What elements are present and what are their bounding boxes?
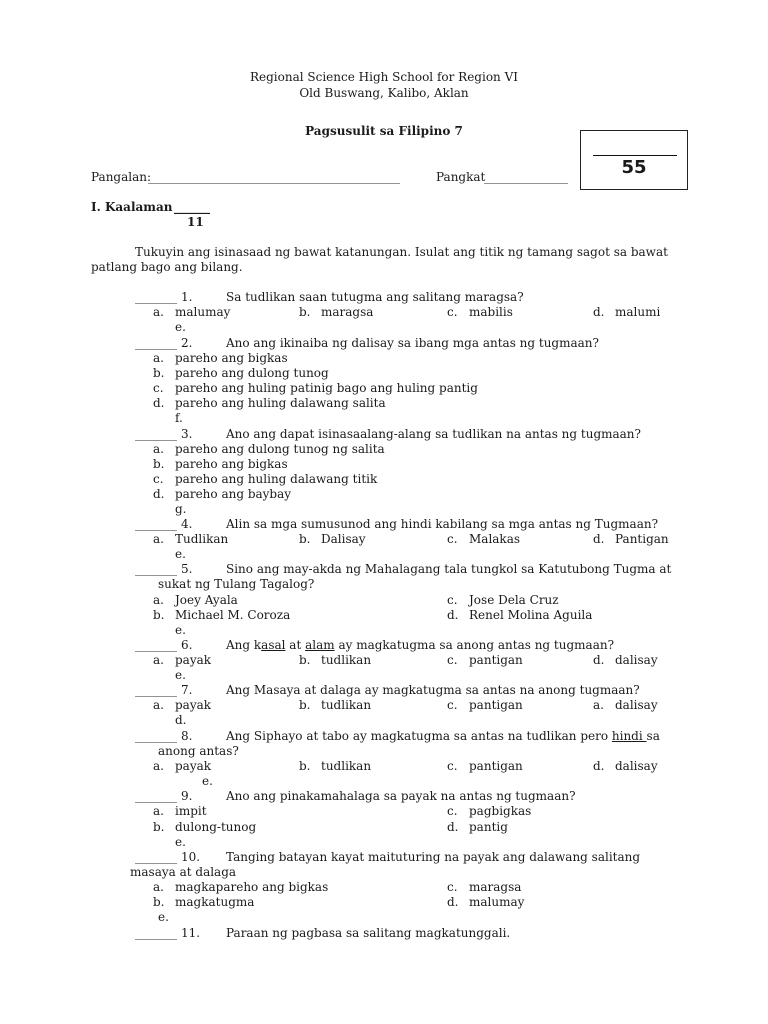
question-number: 2. xyxy=(181,336,193,350)
stray-letter: e. xyxy=(175,547,186,561)
section-label: Pangkat xyxy=(436,170,486,184)
choice-text: pareho ang dulong tunog ng salita xyxy=(175,442,385,456)
choice-letter: c. xyxy=(447,532,458,546)
score-total: 55 xyxy=(621,157,647,178)
choice-letter: b. xyxy=(299,759,311,773)
question-number: 10. xyxy=(181,850,201,864)
answer-blank: _______ xyxy=(135,729,177,743)
question-number: 6. xyxy=(181,638,193,652)
choice-letter: b. xyxy=(153,820,165,834)
underlined-word: asal xyxy=(261,638,286,652)
underlined-word: hindi xyxy=(611,729,647,743)
stray-letter: e. xyxy=(202,774,213,788)
choice-text: pantigan xyxy=(469,759,523,773)
question-number: 1. xyxy=(181,290,193,304)
choice-text: dalisay xyxy=(615,653,658,667)
choice-text: pantig xyxy=(469,820,508,834)
choice-letter: a. xyxy=(153,804,164,818)
choice-text: dalisay xyxy=(615,759,658,773)
section-blank: ______________ xyxy=(484,170,568,184)
choice-letter: c. xyxy=(447,880,458,894)
choice-letter: d. xyxy=(447,895,459,909)
choice-letter: a. xyxy=(153,880,164,894)
question-text-part: sa xyxy=(646,729,660,743)
answer-blank: _______ xyxy=(135,336,177,350)
choice-letter: d. xyxy=(593,759,605,773)
school-name: Regional Science High School for Region VI xyxy=(249,70,518,84)
choice-letter: c. xyxy=(447,759,458,773)
choice-letter: b. xyxy=(299,698,311,712)
question-text-part: Ang Siphayo at tabo ay magkatugma sa antas na tudlikan pero xyxy=(226,729,612,743)
answer-blank: _______ xyxy=(135,427,177,441)
answer-blank: _______ xyxy=(135,789,177,803)
question-text: Ano ang dapat isinasaalang-alang sa tudlikan na antas ng tugmaan? xyxy=(226,427,641,441)
choice-text: tudlikan xyxy=(321,698,372,712)
choice-text: Malakas xyxy=(469,532,521,546)
choice-letter: d. xyxy=(153,396,165,410)
choice-letter: a. xyxy=(153,532,164,546)
stray-letter: f. xyxy=(175,411,183,425)
question-number: 3. xyxy=(181,427,193,441)
underlined-word: alam xyxy=(305,638,335,652)
question-text xyxy=(226,638,614,652)
choice-text: Pantigan xyxy=(615,532,669,546)
choice-text: maragsa xyxy=(469,880,522,894)
choice-text: pareho ang huling dalawang salita xyxy=(175,396,386,410)
answer-blank: _______ xyxy=(135,290,177,304)
choice-letter: a. xyxy=(153,351,164,365)
question-number: 9. xyxy=(181,789,193,803)
choice-letter: c. xyxy=(447,593,458,607)
choice-letter: d. xyxy=(593,305,605,319)
choice-letter: a. xyxy=(153,759,164,773)
choice-text: Joey Ayala xyxy=(175,593,238,607)
choice-text: pagbigkas xyxy=(469,804,532,818)
choice-letter: a. xyxy=(153,442,164,456)
school-address: Old Buswang, Kalibo, Aklan xyxy=(299,86,469,100)
question-text: Sino ang may-akda ng Mahalagang tala tungkol sa Katutubong Tugma at xyxy=(226,562,672,576)
choice-text: Michael M. Coroza xyxy=(175,608,291,622)
question-text: Ano ang pinakamahalaga sa payak na antas ng tugmaan? xyxy=(226,789,576,803)
name-label: Pangalan: xyxy=(91,170,152,184)
choice-letter: a. xyxy=(153,593,164,607)
choice-letter: d. xyxy=(153,487,165,501)
choice-text: pantigan xyxy=(469,698,523,712)
stray-letter: e. xyxy=(175,835,186,849)
stray-letter: e. xyxy=(158,910,169,924)
choice-text: payak xyxy=(175,698,212,712)
choice-letter: c. xyxy=(153,472,164,486)
question-text: Sa tudlikan saan tutugma ang salitang maragsa? xyxy=(226,290,524,304)
score-box xyxy=(580,130,688,190)
choice-letter: c. xyxy=(447,653,458,667)
question-text-part: at xyxy=(285,638,306,652)
question-text-part: Ang k xyxy=(226,638,262,652)
choice-letter: c. xyxy=(153,381,164,395)
question-text: Ang Masaya at dalaga ay magkatugma sa antas na anong tugmaan? xyxy=(226,683,640,697)
choice-text: Renel Molina Aguila xyxy=(469,608,593,622)
instructions-line1: Tukuyin ang isinasaad ng bawat katanungan. Isulat ang titik ng tamang sagot sa bawat xyxy=(135,245,668,259)
choice-text: dalisay xyxy=(615,698,658,712)
choice-letter: c. xyxy=(447,698,458,712)
choice-text: pareho ang baybay xyxy=(175,487,292,501)
instructions-line2: patlang bago ang bilang. xyxy=(91,260,243,274)
choice-text: payak xyxy=(175,759,212,773)
choice-text: mabilis xyxy=(469,305,513,319)
question-text-cont: anong antas? xyxy=(158,744,239,758)
question-text: Ano ang ikinaiba ng dalisay sa ibang mga antas ng tugmaan? xyxy=(226,336,599,350)
stray-letter: g. xyxy=(175,502,187,516)
question-number: 4. xyxy=(181,517,193,531)
choice-letter: c. xyxy=(447,305,458,319)
choice-text: impit xyxy=(175,804,207,818)
question-text-cont: masaya at dalaga xyxy=(130,865,237,879)
choice-text: magkatugma xyxy=(175,895,255,909)
choice-text: pareho ang huling patinig bago ang huling pantig xyxy=(175,381,478,395)
choice-letter: a. xyxy=(153,698,164,712)
answer-blank: _______ xyxy=(135,850,177,864)
choice-letter: b. xyxy=(153,895,165,909)
choice-letter: d. xyxy=(593,532,605,546)
choice-text: malumi xyxy=(615,305,661,319)
choice-text: magkapareho ang bigkas xyxy=(175,880,329,894)
part1-heading-blank: ______ xyxy=(174,200,210,214)
choice-text: dulong-tunog xyxy=(175,820,257,834)
answer-blank: _______ xyxy=(135,638,177,652)
question-number: 5. xyxy=(181,562,193,576)
choice-text: Dalisay xyxy=(321,532,366,546)
stray-letter: d. xyxy=(175,713,187,727)
stray-letter: e. xyxy=(175,320,186,334)
choice-text: payak xyxy=(175,653,212,667)
choice-text: pareho ang dulong tunog xyxy=(175,366,329,380)
choice-letter: d. xyxy=(593,653,605,667)
choice-text: pareho ang bigkas xyxy=(175,457,288,471)
question-number: 8. xyxy=(181,729,193,743)
choice-text: tudlikan xyxy=(321,653,372,667)
choice-letter: b. xyxy=(299,532,311,546)
stray-letter: e. xyxy=(175,668,186,682)
question-text: Tanging batayan kayat maituturing na payak ang dalawang salitang xyxy=(226,850,641,864)
choice-letter: a. xyxy=(593,698,604,712)
part1-heading: I. Kaalaman xyxy=(91,200,173,214)
choice-letter: b. xyxy=(153,366,165,380)
score-line xyxy=(593,155,677,156)
choice-text: pantigan xyxy=(469,653,523,667)
choice-text: tudlikan xyxy=(321,759,372,773)
choice-text: pareho ang huling dalawang titik xyxy=(175,472,378,486)
choice-text: Jose Dela Cruz xyxy=(469,593,559,607)
question-text xyxy=(226,729,660,743)
choice-letter: b. xyxy=(153,608,165,622)
part1-score: 11 xyxy=(187,215,204,229)
answer-blank: _______ xyxy=(135,683,177,697)
answer-blank: _______ xyxy=(135,517,177,531)
question-text-part: ay magkatugma sa anong antas ng tugmaan? xyxy=(334,638,615,652)
choice-letter: d. xyxy=(447,820,459,834)
question-text: Alin sa mga sumusunod ang hindi kabilang sa mga antas ng Tugmaan? xyxy=(226,517,659,531)
choice-letter: a. xyxy=(153,305,164,319)
stray-letter: e. xyxy=(175,623,186,637)
question-text-cont: sukat ng Tulang Tagalog? xyxy=(158,577,315,591)
choice-letter: b. xyxy=(299,653,311,667)
choice-letter: a. xyxy=(153,653,164,667)
choice-letter: b. xyxy=(153,457,165,471)
answer-blank: _______ xyxy=(135,926,177,940)
question-number: 11. xyxy=(181,926,201,940)
question-number: 7. xyxy=(181,683,193,697)
choice-text: malumay xyxy=(469,895,525,909)
choice-text: pareho ang bigkas xyxy=(175,351,288,365)
choice-letter: b. xyxy=(299,305,311,319)
answer-blank: _______ xyxy=(135,562,177,576)
exam-title: Pagsusulit sa Filipino 7 xyxy=(305,124,463,138)
choice-text: Tudlikan xyxy=(175,532,229,546)
choice-letter: d. xyxy=(447,608,459,622)
choice-text: malumay xyxy=(175,305,231,319)
choice-text: maragsa xyxy=(321,305,374,319)
name-blank: __________________________________________ xyxy=(148,170,400,184)
question-text: Paraan ng pagbasa sa salitang magkatunggali. xyxy=(226,926,511,940)
choice-letter: c. xyxy=(447,804,458,818)
